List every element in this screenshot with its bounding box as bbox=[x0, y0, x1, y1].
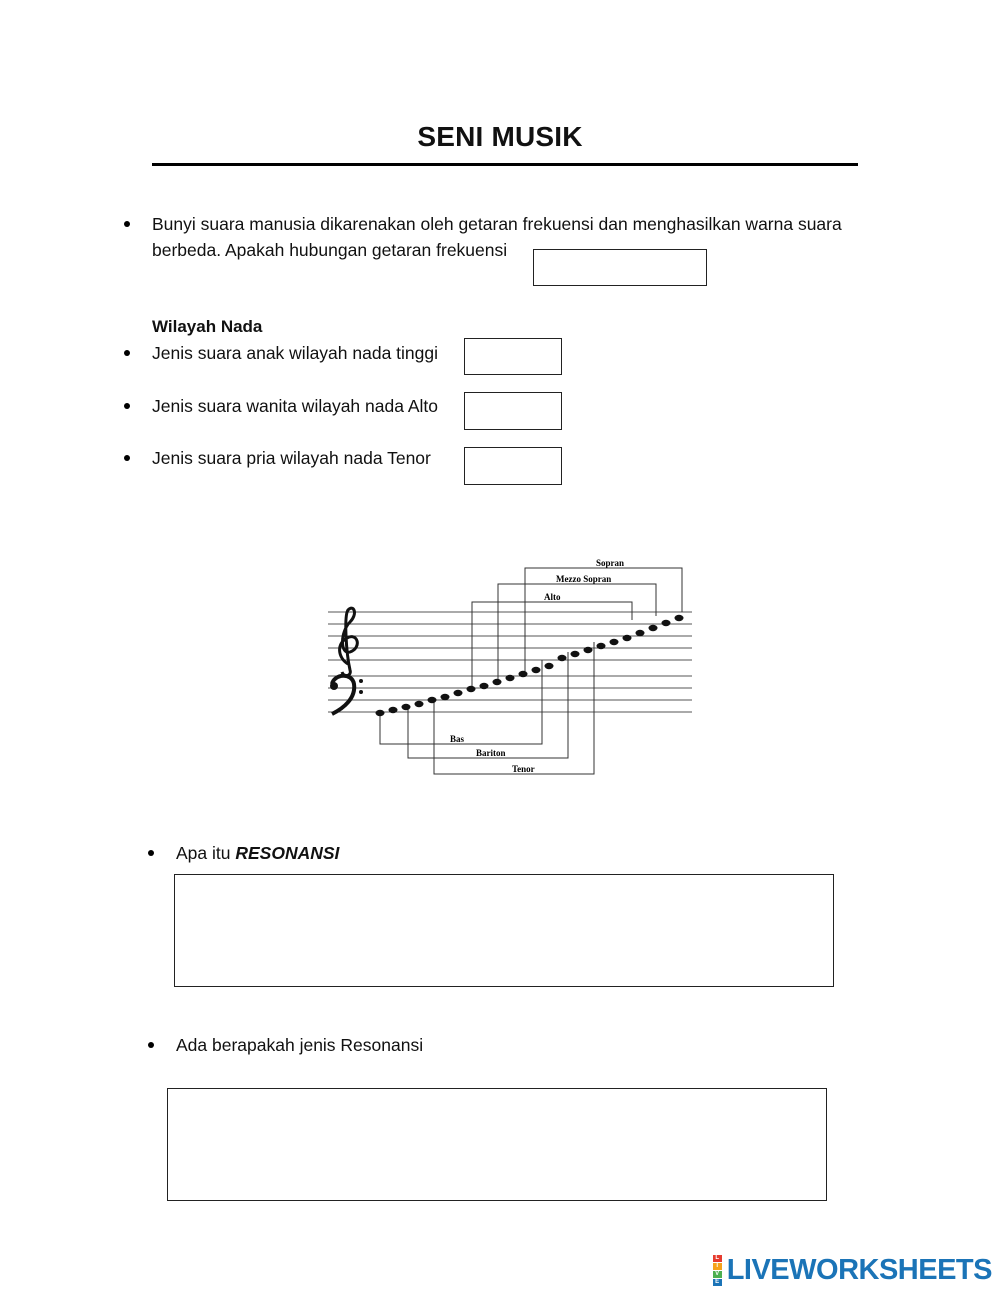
range-brackets bbox=[380, 568, 682, 774]
title-divider bbox=[152, 163, 858, 166]
question-1-line-2: berbeda. Apakah hubungan getaran frekuensi bbox=[152, 240, 508, 260]
treble-staff bbox=[328, 612, 692, 660]
treble-clef-icon bbox=[340, 608, 358, 675]
bullet-icon bbox=[148, 850, 154, 856]
bullet-icon bbox=[124, 403, 130, 409]
bullet-icon bbox=[124, 455, 130, 461]
bass-staff bbox=[328, 676, 692, 712]
bullet-icon bbox=[124, 350, 130, 356]
section-heading-wilayah-nada: Wilayah Nada bbox=[152, 317, 263, 336]
question-5-text bbox=[176, 840, 339, 866]
label-tenor: Tenor bbox=[512, 764, 535, 774]
voice-range-diagram bbox=[320, 552, 700, 792]
bullet-icon bbox=[148, 1042, 154, 1048]
answer-box-tenor-voice[interactable] bbox=[464, 447, 562, 485]
logo-tiles-icon: L I V E bbox=[713, 1255, 722, 1286]
answer-box-resonansi[interactable] bbox=[174, 874, 834, 987]
label-bariton: Bariton bbox=[476, 748, 506, 758]
label-bas: Bas bbox=[450, 734, 465, 744]
liveworksheets-logo bbox=[713, 1254, 992, 1287]
scale-notes bbox=[376, 615, 684, 716]
label-sopran: Sopran bbox=[596, 558, 625, 568]
bullet-icon bbox=[124, 221, 130, 227]
logo-text: LIVEWORKSHEETS bbox=[726, 1254, 992, 1286]
question-4-text: Jenis suara pria wilayah nada Tenor bbox=[152, 448, 431, 468]
question-1-line-1: Bunyi suara manusia dikarenakan oleh getaran frekuensi dan menghasilkan warna suara bbox=[152, 214, 842, 234]
answer-box-frequency[interactable] bbox=[533, 249, 707, 286]
page-title: SENI MUSIK bbox=[417, 121, 583, 152]
label-mezzo-sopran: Mezzo Sopran bbox=[556, 574, 612, 584]
question-2-text: Jenis suara anak wilayah nada tinggi bbox=[152, 343, 439, 363]
question-3-text: Jenis suara wanita wilayah nada Alto bbox=[152, 396, 439, 416]
label-alto: Alto bbox=[544, 592, 561, 602]
answer-box-alto-voice[interactable] bbox=[464, 392, 562, 430]
bass-clef-icon bbox=[330, 676, 363, 714]
answer-box-child-voice[interactable] bbox=[464, 338, 562, 375]
question-5-emphasis: RESONANSI bbox=[235, 843, 340, 863]
answer-box-jenis-resonansi[interactable] bbox=[167, 1088, 827, 1201]
question-5-prefix: Apa itu bbox=[176, 843, 236, 863]
question-6-text: Ada berapakah jenis Resonansi bbox=[176, 1035, 424, 1055]
